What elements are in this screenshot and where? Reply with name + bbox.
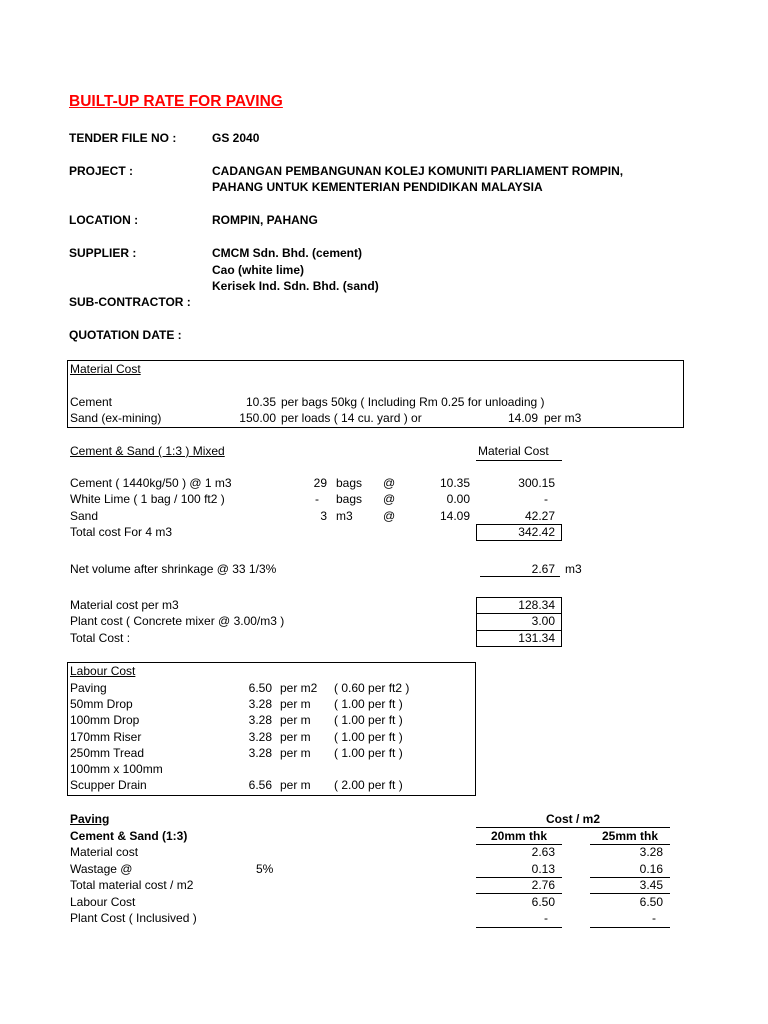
paving-row-label: Total material cost / m2 <box>70 878 194 892</box>
labour-row-label: 170mm Riser <box>70 730 142 744</box>
net-volume-unit: m3 <box>565 562 582 576</box>
labour-row-note: ( 1.00 per ft ) <box>334 746 403 760</box>
mix-row-at: @ <box>383 509 396 523</box>
mix-row-label: White Lime ( 1 bag / 100 ft2 ) <box>70 492 225 506</box>
mix-row-at: @ <box>383 476 396 490</box>
mix-row-at: @ <box>383 492 396 506</box>
paving-row-25mm: - <box>652 911 656 925</box>
mix-row-unit: bags <box>336 492 363 506</box>
cement-label: Cement <box>70 395 113 409</box>
labour-row-unit: per m <box>280 713 311 727</box>
paving-total-rule <box>476 893 562 894</box>
sand-per-m3-unit: per m3 <box>544 411 582 425</box>
paving-row-20mm: 0.13 <box>531 862 555 876</box>
paving-row-label: Material cost <box>70 845 139 859</box>
total-cost-label: Total Cost : <box>70 631 131 645</box>
paving-row-25mm: 6.50 <box>639 895 663 909</box>
mix-row-cost: 300.15 <box>518 476 555 490</box>
labour-row-rate: 6.56 <box>248 778 272 792</box>
location-value: ROMPIN, PAHANG <box>212 213 318 227</box>
paving-bottom-rule <box>590 927 670 928</box>
net-volume-value: 2.67 <box>531 562 555 576</box>
cement-desc: per bags 50kg ( Including Rm 0.25 for unloading ) <box>281 395 545 409</box>
labour-cost-heading: Labour Cost <box>70 664 136 678</box>
supplier-line-3: Kerisek Ind. Sdn. Bhd. (sand) <box>212 279 379 293</box>
labour-row-unit: per m2 <box>280 681 318 695</box>
mix-row-cost: - <box>544 492 548 506</box>
project-line-1: CADANGAN PEMBANGUNAN KOLEJ KOMUNITI PARLIAMENT ROMPIN, <box>212 164 624 178</box>
paving-cost-heading: Cost / m2 <box>545 812 600 826</box>
paving-col-20mm: 20mm thk <box>490 829 548 843</box>
mix-row-rate: 14.09 <box>439 509 470 523</box>
labour-row-rate: 3.28 <box>248 697 272 711</box>
paving-row-label: Plant Cost ( Inclusived ) <box>70 911 197 925</box>
paving-subheading: Cement & Sand (1:3) <box>70 829 188 843</box>
paving-bottom-rule <box>476 927 562 928</box>
labour-row-note: ( 1.00 per ft ) <box>334 730 403 744</box>
labour-row-unit: per m <box>280 746 311 760</box>
location-label: LOCATION : <box>69 213 139 227</box>
labour-row-label: 100mm x 100mm <box>70 762 163 776</box>
supplier-line-2: Cao (white lime) <box>212 263 305 277</box>
mix-total-value: 342.42 <box>518 525 555 539</box>
mix-cost-heading: Material Cost <box>478 444 549 458</box>
plant-cost-label: Plant cost ( Concrete mixer @ 3.00/m3 ) <box>70 614 285 628</box>
plant-cost-value: 3.00 <box>531 614 555 628</box>
paving-row-25mm: 3.28 <box>639 845 663 859</box>
mix-row-qty: 3 <box>320 509 327 523</box>
tender-file-label: TENDER FILE NO : <box>69 131 177 145</box>
labour-row-unit: per m <box>280 697 311 711</box>
mix-row-qty: - <box>315 492 319 506</box>
paving-row-20mm: 2.63 <box>531 845 555 859</box>
wastage-percent: 5% <box>256 862 274 876</box>
mix-heading: Cement & Sand ( 1:3 ) Mixed <box>70 444 225 458</box>
subcontractor-label: SUB-CONTRACTOR : <box>69 295 191 309</box>
paving-row-20mm: 6.50 <box>531 895 555 909</box>
sand-desc: per loads ( 14 cu. yard ) or <box>281 411 422 425</box>
labour-row-note: ( 0.60 per ft2 ) <box>334 681 410 695</box>
net-volume-underline <box>480 576 560 577</box>
mix-row-label: Cement ( 1440kg/50 ) @ 1 m3 <box>70 476 232 490</box>
paving-cost-heading-underline <box>476 827 670 828</box>
paving-col-25mm: 25mm thk <box>601 829 659 843</box>
labour-row-label: Scupper Drain <box>70 778 147 792</box>
labour-row-label: 50mm Drop <box>70 697 133 711</box>
project-label: PROJECT : <box>69 164 134 178</box>
labour-row-rate: 3.28 <box>248 730 272 744</box>
supplier-label: SUPPLIER : <box>69 246 137 260</box>
quotation-date-label: QUOTATION DATE : <box>69 328 182 342</box>
cement-price: 10.35 <box>245 395 276 409</box>
labour-row-note: ( 2.00 per ft ) <box>334 778 403 792</box>
paving-row-25mm: 3.45 <box>639 878 663 892</box>
labour-row-note: ( 1.00 per ft ) <box>334 713 403 727</box>
project-line-2: PAHANG UNTUK KEMENTERIAN PENDIDIKAN MALAYSIA <box>212 180 543 194</box>
mix-total-label: Total cost For 4 m3 <box>70 525 173 539</box>
labour-row-unit: per m <box>280 778 311 792</box>
sand-price: 150.00 <box>239 411 276 425</box>
mix-row-rate: 0.00 <box>446 492 470 506</box>
tender-file-value: GS 2040 <box>212 131 260 145</box>
labour-row-label: Paving <box>70 681 107 695</box>
paving-total-rule <box>590 893 670 894</box>
mix-row-rate: 10.35 <box>439 476 470 490</box>
mix-row-qty: 29 <box>313 476 327 490</box>
paving-row-label: Wastage @ <box>70 862 133 876</box>
labour-row-label: 250mm Tread <box>70 746 145 760</box>
supplier-line-1: CMCM Sdn. Bhd. (cement) <box>212 246 362 260</box>
paving-row-20mm: 2.76 <box>531 878 555 892</box>
net-volume-label: Net volume after shrinkage @ 33 1/3% <box>70 562 277 576</box>
paving-row-label: Labour Cost <box>70 895 136 909</box>
mix-row-cost: 42.27 <box>524 509 555 523</box>
labour-row-unit: per m <box>280 730 311 744</box>
labour-row-rate: 6.50 <box>248 681 272 695</box>
labour-row-label: 100mm Drop <box>70 713 140 727</box>
page-title: BUILT-UP RATE FOR PAVING <box>69 93 283 110</box>
mix-cost-heading-underline <box>476 460 562 461</box>
labour-row-rate: 3.28 <box>248 746 272 760</box>
paving-row-25mm: 0.16 <box>639 862 663 876</box>
paving-row-20mm: - <box>544 911 548 925</box>
material-per-m3-label: Material cost per m3 <box>70 598 179 612</box>
sand-per-m3: 14.09 <box>507 411 538 425</box>
mix-row-label: Sand <box>70 509 99 523</box>
labour-row-rate: 3.28 <box>248 713 272 727</box>
mix-row-unit: bags <box>336 476 363 490</box>
paving-heading: Paving <box>70 812 110 826</box>
material-per-m3-value: 128.34 <box>518 598 555 612</box>
material-cost-heading: Material Cost <box>70 362 141 376</box>
mix-row-unit: m3 <box>336 509 353 523</box>
sand-label: Sand (ex-mining) <box>70 411 162 425</box>
labour-row-note: ( 1.00 per ft ) <box>334 697 403 711</box>
total-cost-value: 131.34 <box>518 631 555 645</box>
